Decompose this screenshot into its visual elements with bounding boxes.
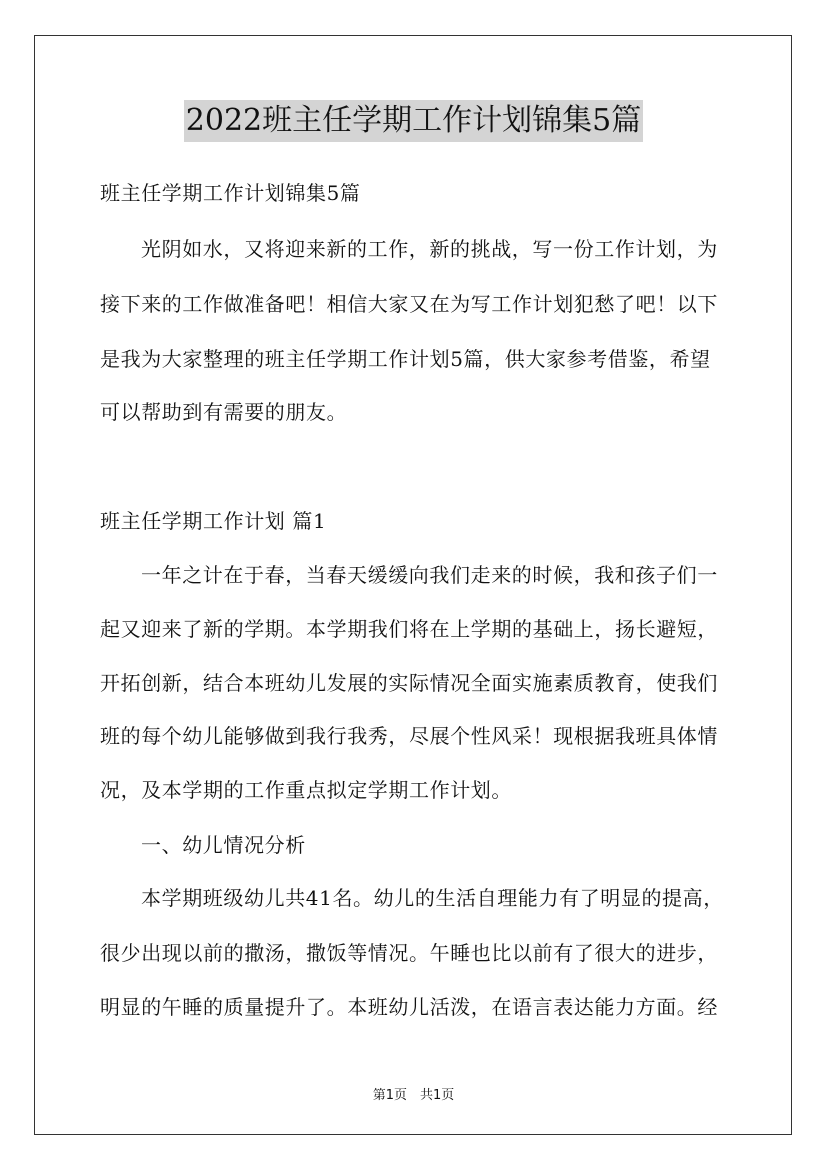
- title-container: [0, 100, 827, 142]
- document-subtitle: 班主任学期工作计划锦集5篇: [100, 181, 361, 205]
- section-line: 班的每个幼儿能够做到我行我秀，尽展个性风采！现根据我班具体情: [100, 724, 718, 748]
- section-heading: 班主任学期工作计划 篇1: [100, 509, 327, 533]
- section-line: 一年之计在于春，当春天缓缓向我们走来的时候，我和孩子们一: [141, 563, 718, 587]
- section-line: 起又迎来了新的学期。本学期我们将在上学期的基础上，扬长避短，: [100, 617, 718, 641]
- page-number-footer: 第1页 共1页: [372, 1088, 455, 1103]
- paragraph-line: 本学期班级幼儿共41名。幼儿的生活自理能力有了明显的提高，: [141, 886, 724, 910]
- paragraph-line: 明显的午睡的质量提升了。本班幼儿活泼，在语言表达能力方面。经: [100, 995, 718, 1019]
- document-title: 2022班主任学期工作计划锦集5篇: [184, 100, 643, 142]
- intro-line: 接下来的工作做准备吧！相信大家又在为写工作计划犯愁了吧！以下: [100, 292, 718, 316]
- paragraph-line: 很少出现以前的撒汤，撒饭等情况。午睡也比以前有了很大的进步，: [100, 941, 718, 965]
- section-line: 开拓创新，结合本班幼儿发展的实际情况全面实施素质教育，使我们: [100, 671, 718, 695]
- intro-line: 是我为大家整理的班主任学期工作计划5篇，供大家参考借鉴，希望: [100, 347, 711, 371]
- intro-line: 光阴如水，又将迎来新的工作，新的挑战，写一份工作计划，为: [141, 237, 718, 261]
- intro-line: 可以帮助到有需要的朋友。: [100, 400, 348, 424]
- section-line: 况，及本学期的工作重点拟定学期工作计划。: [100, 778, 512, 802]
- subheading: 一、幼儿情况分析: [141, 833, 306, 857]
